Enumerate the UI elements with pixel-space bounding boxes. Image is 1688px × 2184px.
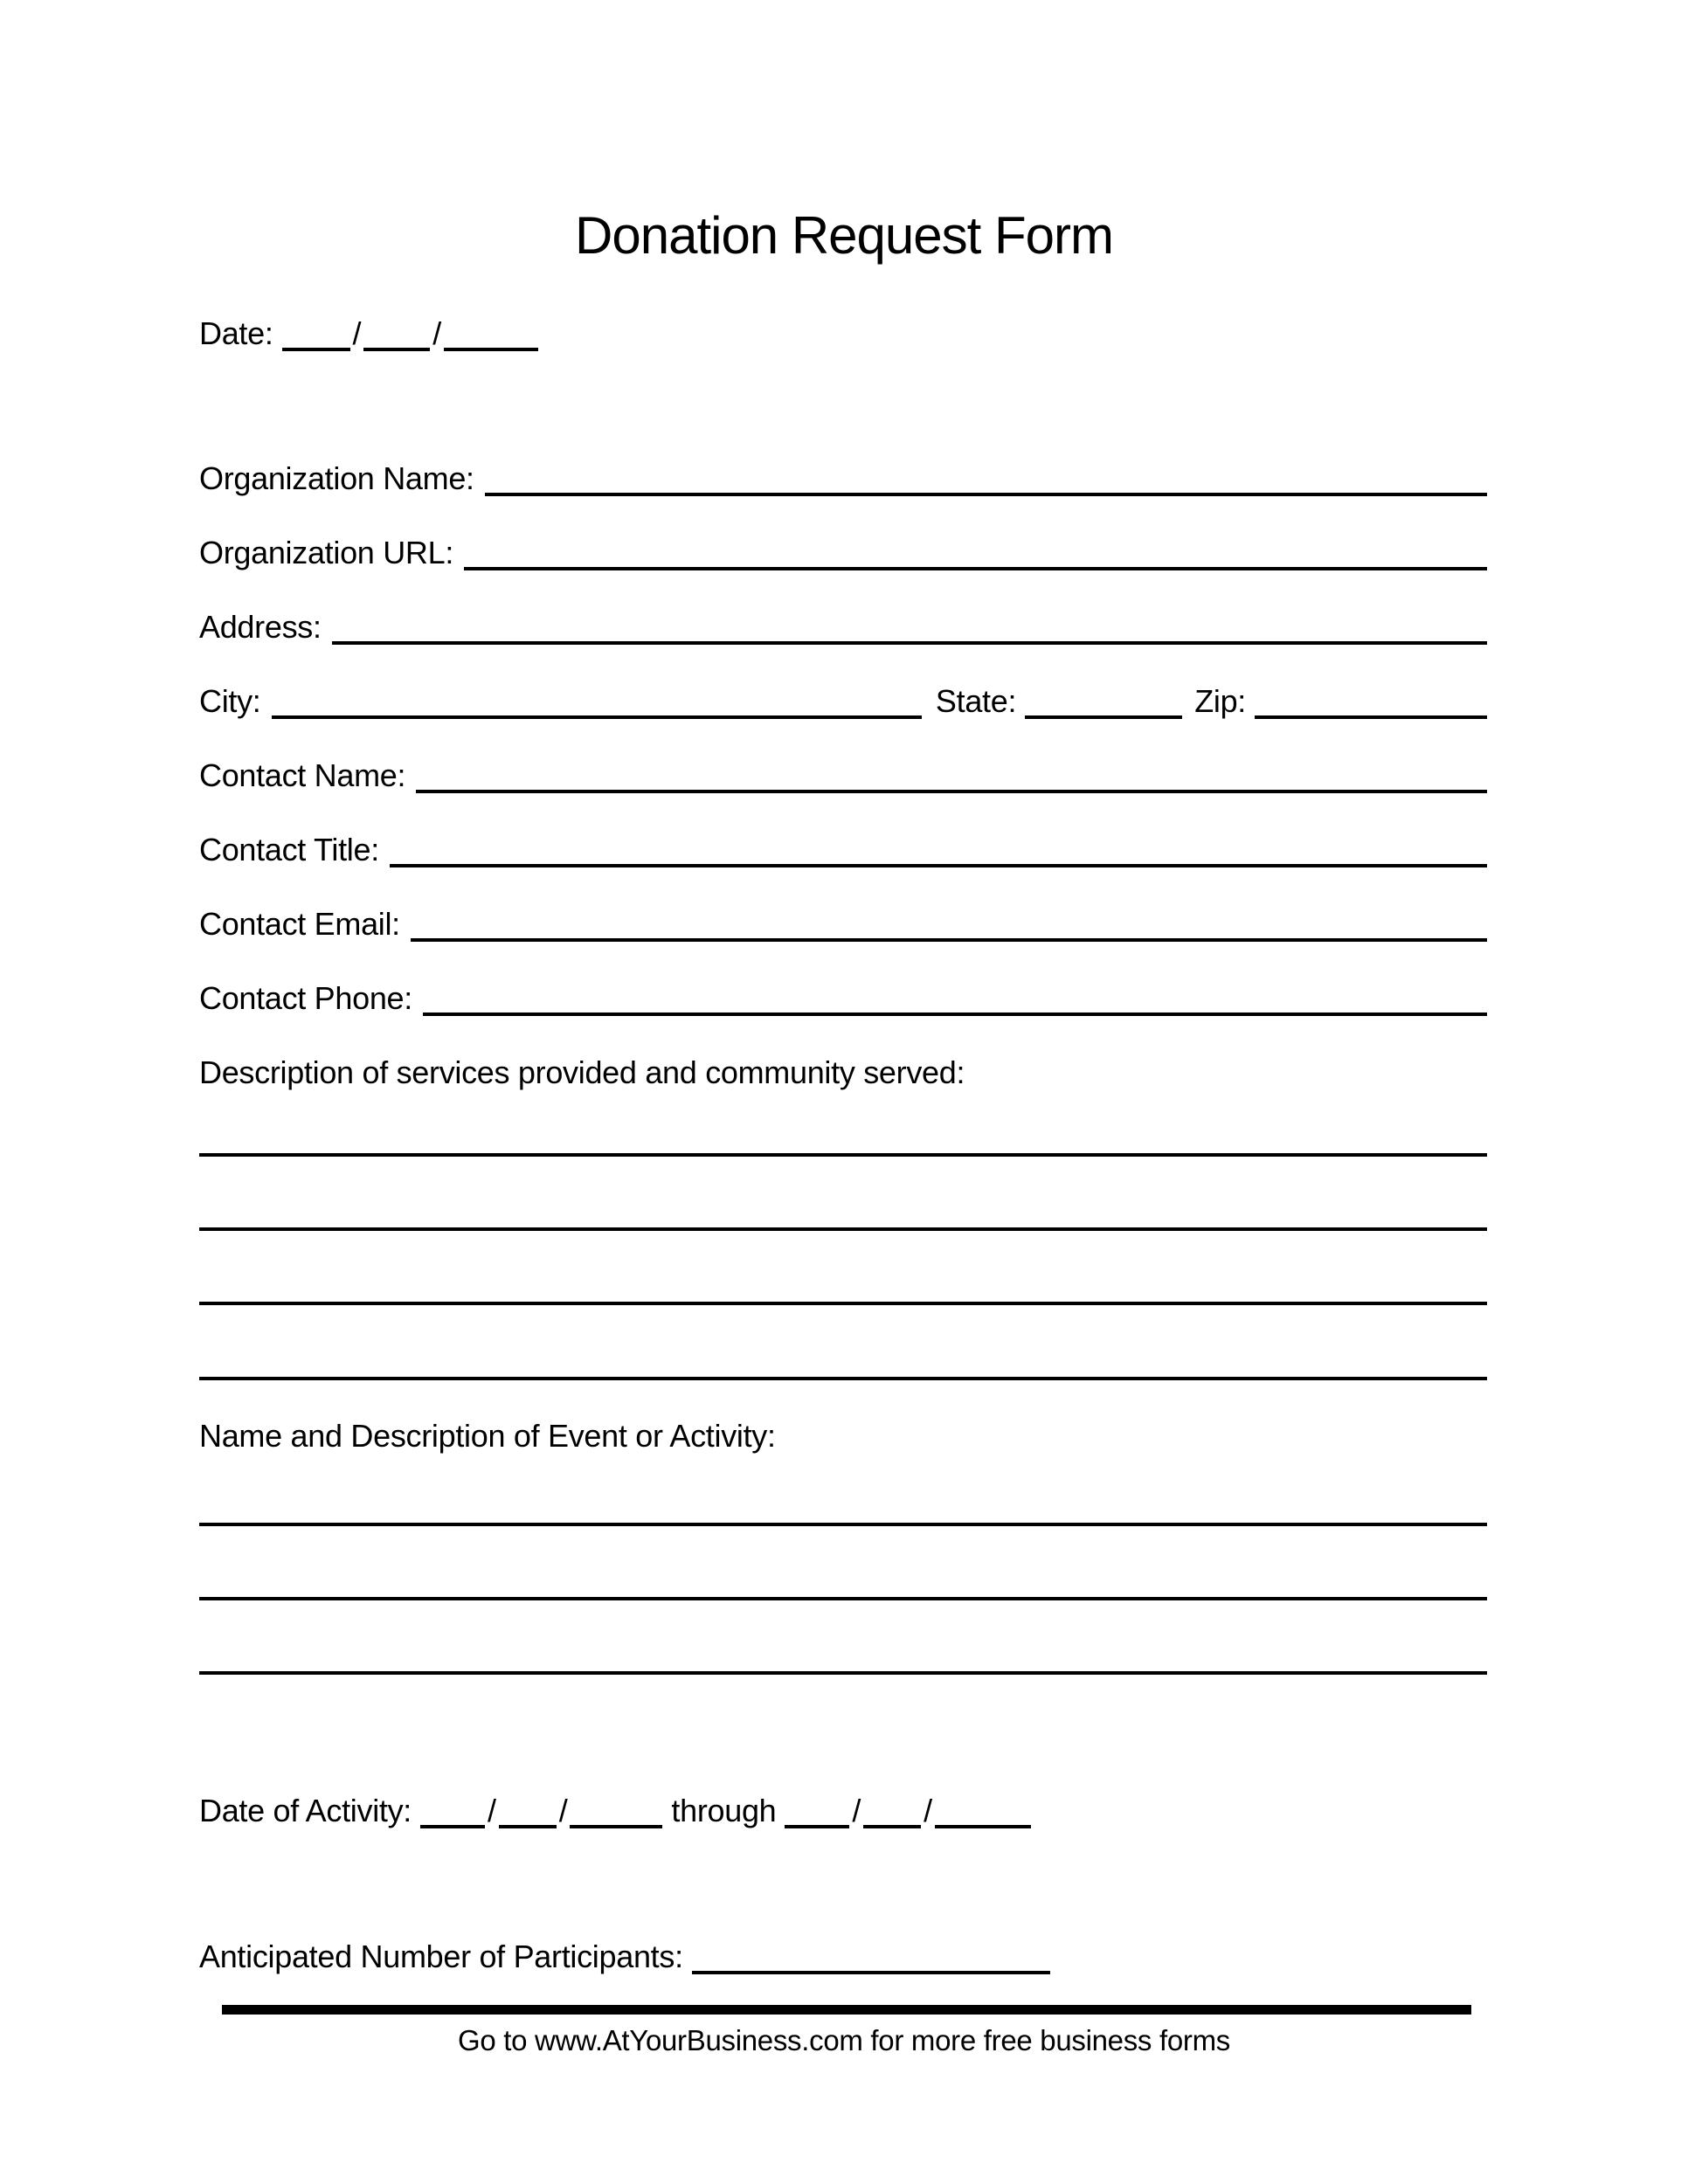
activity-end-year-blank[interactable]: [935, 1814, 1031, 1828]
zip-blank[interactable]: [1255, 705, 1487, 719]
field-row-activity-dates: [199, 1781, 1487, 1828]
city-label: City:: [199, 683, 261, 720]
date-label: Date:: [199, 315, 273, 352]
field-row-organization-url: [199, 523, 1487, 570]
contact-phone-blank[interactable]: [423, 1002, 1487, 1016]
activity-date-separator: /: [852, 1793, 861, 1829]
city-blank[interactable]: [272, 705, 922, 719]
footer-rule: [222, 2005, 1471, 2015]
activity-dates-label: Date of Activity:: [199, 1793, 412, 1829]
field-row-contact-title: [199, 820, 1487, 867]
contact-email-label: Contact Email:: [199, 906, 400, 943]
date-separator: /: [432, 315, 441, 352]
activity-start-day-blank[interactable]: [499, 1814, 557, 1828]
event-description-writing-line[interactable]: [199, 1597, 1487, 1600]
date-separator: /: [352, 315, 362, 352]
contact-email-blank[interactable]: [411, 928, 1487, 942]
organization-url-label: Organization URL:: [199, 535, 454, 571]
organization-name-label: Organization Name:: [199, 460, 474, 497]
address-blank[interactable]: [332, 631, 1487, 645]
participants-label: Anticipated Number of Participants:: [199, 1939, 683, 1975]
section-label-services-description: [199, 1043, 1487, 1090]
contact-title-label: Contact Title:: [199, 832, 379, 868]
page-title: Donation Request Form: [575, 206, 1113, 265]
activity-date-separator: /: [488, 1793, 496, 1829]
services-description-writing-line[interactable]: [199, 1302, 1487, 1305]
field-row-contact-name: [199, 746, 1487, 793]
organization-url-blank[interactable]: [464, 556, 1487, 570]
contact-phone-label: Contact Phone:: [199, 980, 412, 1017]
services-description-writing-line[interactable]: [199, 1227, 1487, 1231]
activity-dates-through-word: through: [671, 1793, 777, 1829]
state-label: State:: [935, 683, 1017, 720]
event-description-writing-line[interactable]: [199, 1523, 1487, 1526]
field-row-participants: [199, 1927, 1487, 1974]
activity-start-month-blank[interactable]: [420, 1814, 485, 1828]
services-description-label: Description of services provided and community served:: [199, 1054, 965, 1091]
services-description-writing-line[interactable]: [199, 1377, 1487, 1380]
activity-date-separator: /: [558, 1793, 568, 1829]
field-row-contact-phone: [199, 969, 1487, 1016]
activity-date-separator: /: [924, 1793, 932, 1829]
activity-end-month-blank[interactable]: [785, 1814, 849, 1828]
section-label-event-description: [199, 1406, 1487, 1454]
footer-text: Go to www.AtYourBusiness.com for more free business forms: [457, 2024, 1231, 2056]
event-description-writing-line[interactable]: [199, 1671, 1487, 1675]
field-row-contact-email: [199, 895, 1487, 942]
field-row-organization-name: [199, 449, 1487, 496]
date-day-blank[interactable]: [363, 337, 430, 351]
date-month-blank[interactable]: [282, 337, 350, 351]
field-row-date: [199, 304, 1487, 351]
contact-name-blank[interactable]: [416, 779, 1487, 793]
activity-start-year-blank[interactable]: [570, 1814, 662, 1828]
field-row-address: [199, 598, 1487, 645]
field-row-city-state-zip: [199, 672, 1487, 719]
activity-end-day-blank[interactable]: [863, 1814, 921, 1828]
organization-name-blank[interactable]: [485, 482, 1487, 496]
address-label: Address:: [199, 609, 322, 646]
contact-name-label: Contact Name:: [199, 757, 406, 794]
zip-label: Zip:: [1194, 683, 1246, 720]
services-description-writing-line[interactable]: [199, 1153, 1487, 1157]
participants-blank[interactable]: [692, 1960, 1050, 1974]
state-blank[interactable]: [1025, 705, 1182, 719]
contact-title-blank[interactable]: [390, 854, 1487, 867]
date-year-blank[interactable]: [444, 337, 538, 351]
event-description-label: Name and Description of Event or Activity:: [199, 1418, 776, 1455]
